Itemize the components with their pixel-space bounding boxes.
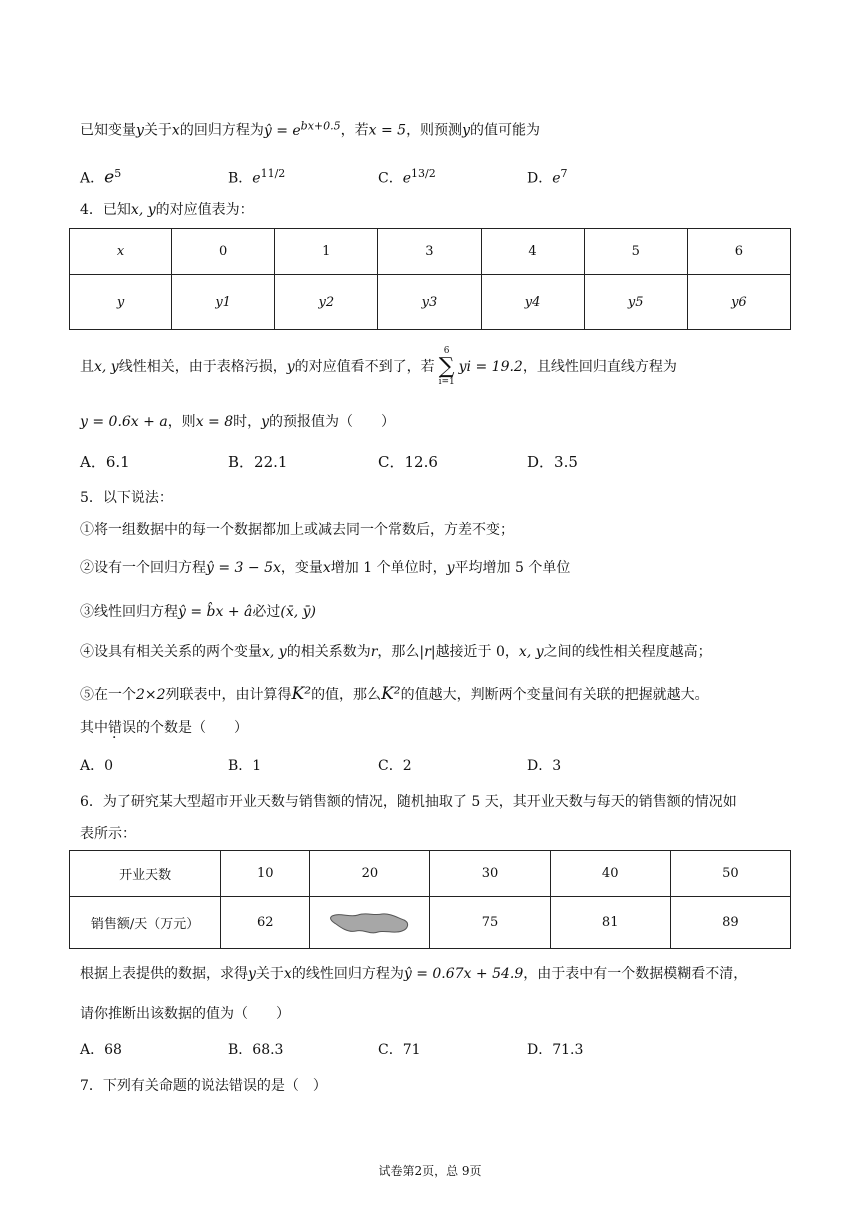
q6-table xyxy=(69,850,791,949)
q4-cell: y1 xyxy=(172,275,275,330)
q6-cell: 81 xyxy=(550,897,670,949)
q6-options xyxy=(80,1040,780,1060)
q6-cell-smudged xyxy=(310,897,430,949)
q3-stem: 已知变量y关于x的回归方程为ŷ = $e^{bx+0.5}$，若x = 5，则预测y的值可能为 xyxy=(80,119,540,139)
q5-option-c[interactable]: C．2 xyxy=(378,758,412,774)
q6-option-d[interactable]: D．71.3 xyxy=(527,1042,584,1058)
q6-cell: 75 xyxy=(430,897,550,949)
q5-statement-4: ④设具有相关关系的两个变量x, y的相关系数为r，那么|r|越接近于 0，x, y之间的线性相关程度越高； xyxy=(80,644,712,660)
q6-cell: 62 xyxy=(221,897,310,949)
q4-line3: y = 0.6x + a，则x = 8时，y的预报值为（ ） xyxy=(80,414,396,430)
q4-option-d[interactable]: D．3.5 xyxy=(527,453,578,471)
sum-symbol: 6 ∑ i=1 xyxy=(438,346,455,387)
q4-cell: y4 xyxy=(481,275,584,330)
q7-title: 7．下列有关命题的说法错误的是（ ） xyxy=(80,1078,327,1094)
q4-option-c[interactable]: C．12.6 xyxy=(378,453,438,471)
q3-option-d[interactable]: D．$e^7$ xyxy=(527,167,568,187)
q3-option-b[interactable]: B．$e^{11/2}$ xyxy=(228,167,286,187)
q6-line4: 请你推断出该数据的值为（ ） xyxy=(80,1006,290,1022)
q4-cell: y3 xyxy=(378,275,481,330)
q4-cell: x xyxy=(70,229,172,275)
q6-cell: 20 xyxy=(310,851,430,897)
q5-statement-2: ②设有一个回归方程ŷ = 3 − 5x，变量x增加 1 个单位时，y平均增加 5 个单位 xyxy=(80,560,571,576)
page-footer: 试卷第2页，总 9页 xyxy=(378,1164,482,1178)
q6-cell: 30 xyxy=(430,851,550,897)
q4-cell: y xyxy=(70,275,172,330)
q6-cell: 50 xyxy=(670,851,790,897)
q3-option-c[interactable]: C．$e^{13/2}$ xyxy=(378,167,436,187)
smudge-blot-icon xyxy=(328,910,412,936)
q6-option-a[interactable]: A．68 xyxy=(80,1042,122,1058)
q5-statement-3: ③线性回归方程ŷ = b̂x + â必过(x̄, ȳ) xyxy=(80,604,317,620)
q4-cell: y6 xyxy=(687,275,790,330)
q4-options xyxy=(80,452,780,472)
q6-cell: 开业天数 xyxy=(70,851,221,897)
q6-cell: 销售额/天（万元） xyxy=(70,897,221,949)
q6-line1: 6．为了研究某大型超市开业天数与销售额的情况，随机抽取了 5 天，其开业天数与每天的销售额的情况如 xyxy=(80,794,737,810)
q4-cell: 5 xyxy=(584,229,687,275)
q6-cell: 10 xyxy=(221,851,310,897)
q4-cell: 3 xyxy=(378,229,481,275)
q5-option-b[interactable]: B．1 xyxy=(228,758,262,774)
q4-line2: 且x, y线性相关，由于表格污损，y的对应值看不到了，若 6 ∑ i=1 yi = 19.2，且线性回归直线方程为 xyxy=(80,346,677,387)
q5-statement-1: ①将一组数据中的每一个数据都加上或减去同一个常数后，方差不变； xyxy=(80,522,514,538)
q5-option-a[interactable]: A．0 xyxy=(80,758,114,774)
q4-title: 4．已知x, y的对应值表为： xyxy=(80,202,254,218)
q4-cell: 0 xyxy=(172,229,275,275)
q4-cell: y2 xyxy=(275,275,378,330)
q6-cell: 40 xyxy=(550,851,670,897)
q4-option-a[interactable]: A．6.1 xyxy=(80,453,130,471)
q5-options xyxy=(80,756,780,776)
q3-options xyxy=(80,164,780,188)
q5-statement-5: ⑤在一个2×2列联表中，由计算得K²的值，那么K²的值越大，判断两个变量间有关联的把握就越大。 xyxy=(80,684,709,704)
q4-table xyxy=(69,228,791,330)
q4-cell: 6 xyxy=(687,229,790,275)
q5-question: 其中错误的个数是（ ） xyxy=(80,720,248,736)
q4-cell: 1 xyxy=(275,229,378,275)
q3-equation: ŷ = $e^{bx+0.5}$ xyxy=(263,119,341,139)
q4-cell: 4 xyxy=(481,229,584,275)
q3-option-a[interactable]: A．$e^5$ xyxy=(80,167,122,188)
q4-cell: y5 xyxy=(584,275,687,330)
q6-line2: 表所示： xyxy=(80,826,136,842)
q5-option-d[interactable]: D．3 xyxy=(527,758,562,774)
q5-title: 5．以下说法： xyxy=(80,490,173,506)
q6-option-b[interactable]: B．68.3 xyxy=(228,1042,284,1058)
q6-cell: 89 xyxy=(670,897,790,949)
q4-option-b[interactable]: B．22.1 xyxy=(228,453,288,471)
q6-line3: 根据上表提供的数据，求得y关于x的线性回归方程为ŷ = 0.67x + 54.9，由于表中有一个数据模糊看不清， xyxy=(80,966,748,982)
q6-option-c[interactable]: C．71 xyxy=(378,1042,421,1058)
